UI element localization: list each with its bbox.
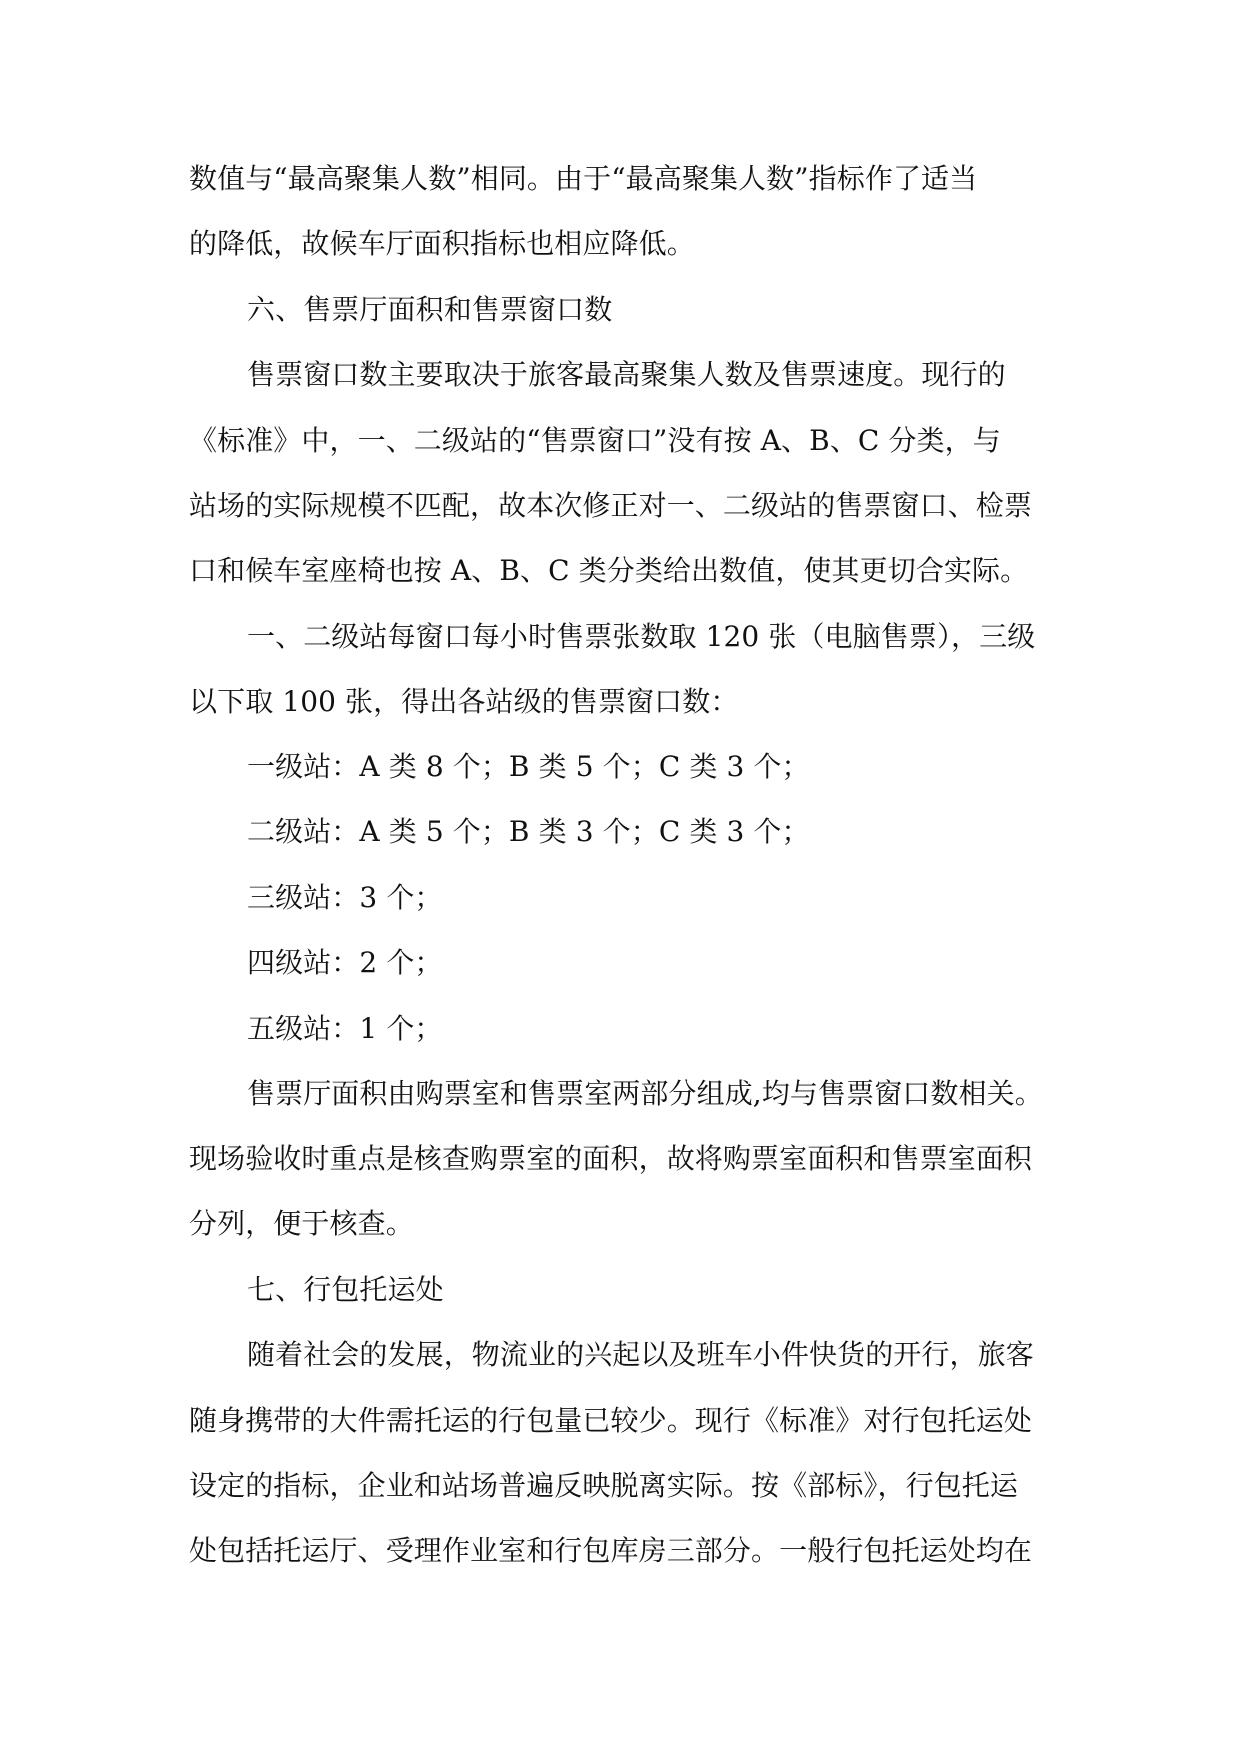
paragraph-line: 数值与“最高聚集人数”相同。由于“最高聚集人数”指标作了适当 xyxy=(189,162,978,195)
list-item-station-level-3: 三级站：3 个； xyxy=(247,881,443,914)
section-heading-baggage: 七、行包托运处 xyxy=(247,1273,444,1306)
paragraph-line: 一、二级站每窗口每小时售票张数取 120 张（电脑售票），三级 xyxy=(247,620,1036,653)
paragraph-line: 售票窗口数主要取决于旅客最高聚集人数及售票速度。现行的 xyxy=(247,358,1006,391)
paragraph-line: 的降低，故候车厅面积指标也相应降低。 xyxy=(189,227,695,260)
list-item-station-level-5: 五级站：1 个； xyxy=(247,1012,443,1045)
paragraph-line: 口和候车室座椅也按 A、B、C 类分类给出数值，使其更切合实际。 xyxy=(189,554,1029,587)
list-item-station-level-4: 四级站：2 个； xyxy=(247,946,443,979)
paragraph-line: 站场的实际规模不匹配，故本次修正对一、二级站的售票窗口、检票 xyxy=(189,489,1033,522)
paragraph-line: 以下取 100 张，得出各站级的售票窗口数： xyxy=(189,685,739,718)
paragraph-line: 设定的指标，企业和站场普遍反映脱离实际。按《部标》，行包托运 xyxy=(189,1469,1019,1502)
paragraph-line: 售票厅面积由购票室和售票室两部分组成,均与售票窗口数相关。 xyxy=(247,1077,1043,1110)
section-heading-ticket-hall: 六、售票厅面积和售票窗口数 xyxy=(247,293,613,326)
paragraph-line: 随着社会的发展，物流业的兴起以及班车小件快货的开行，旅客 xyxy=(247,1338,1034,1371)
paragraph-line: 《标准》中，一、二级站的“售票窗口”没有按 A、B、C 分类，与 xyxy=(189,424,1001,457)
paragraph-line: 处包括托运厅、受理作业室和行包库房三部分。一般行包托运处均在 xyxy=(189,1534,1033,1567)
paragraph-line: 现场验收时重点是核查购票室的面积，故将购票室面积和售票室面积 xyxy=(189,1142,1033,1175)
list-item-station-level-2: 二级站：A 类 5 个；B 类 3 个；C 类 3 个； xyxy=(247,815,810,848)
paragraph-line: 分列，便于核查。 xyxy=(189,1207,414,1240)
list-item-station-level-1: 一级站：A 类 8 个；B 类 5 个；C 类 3 个； xyxy=(247,750,810,783)
paragraph-line: 随身携带的大件需托运的行包量已较少。现行《标准》对行包托运处 xyxy=(189,1404,1033,1437)
